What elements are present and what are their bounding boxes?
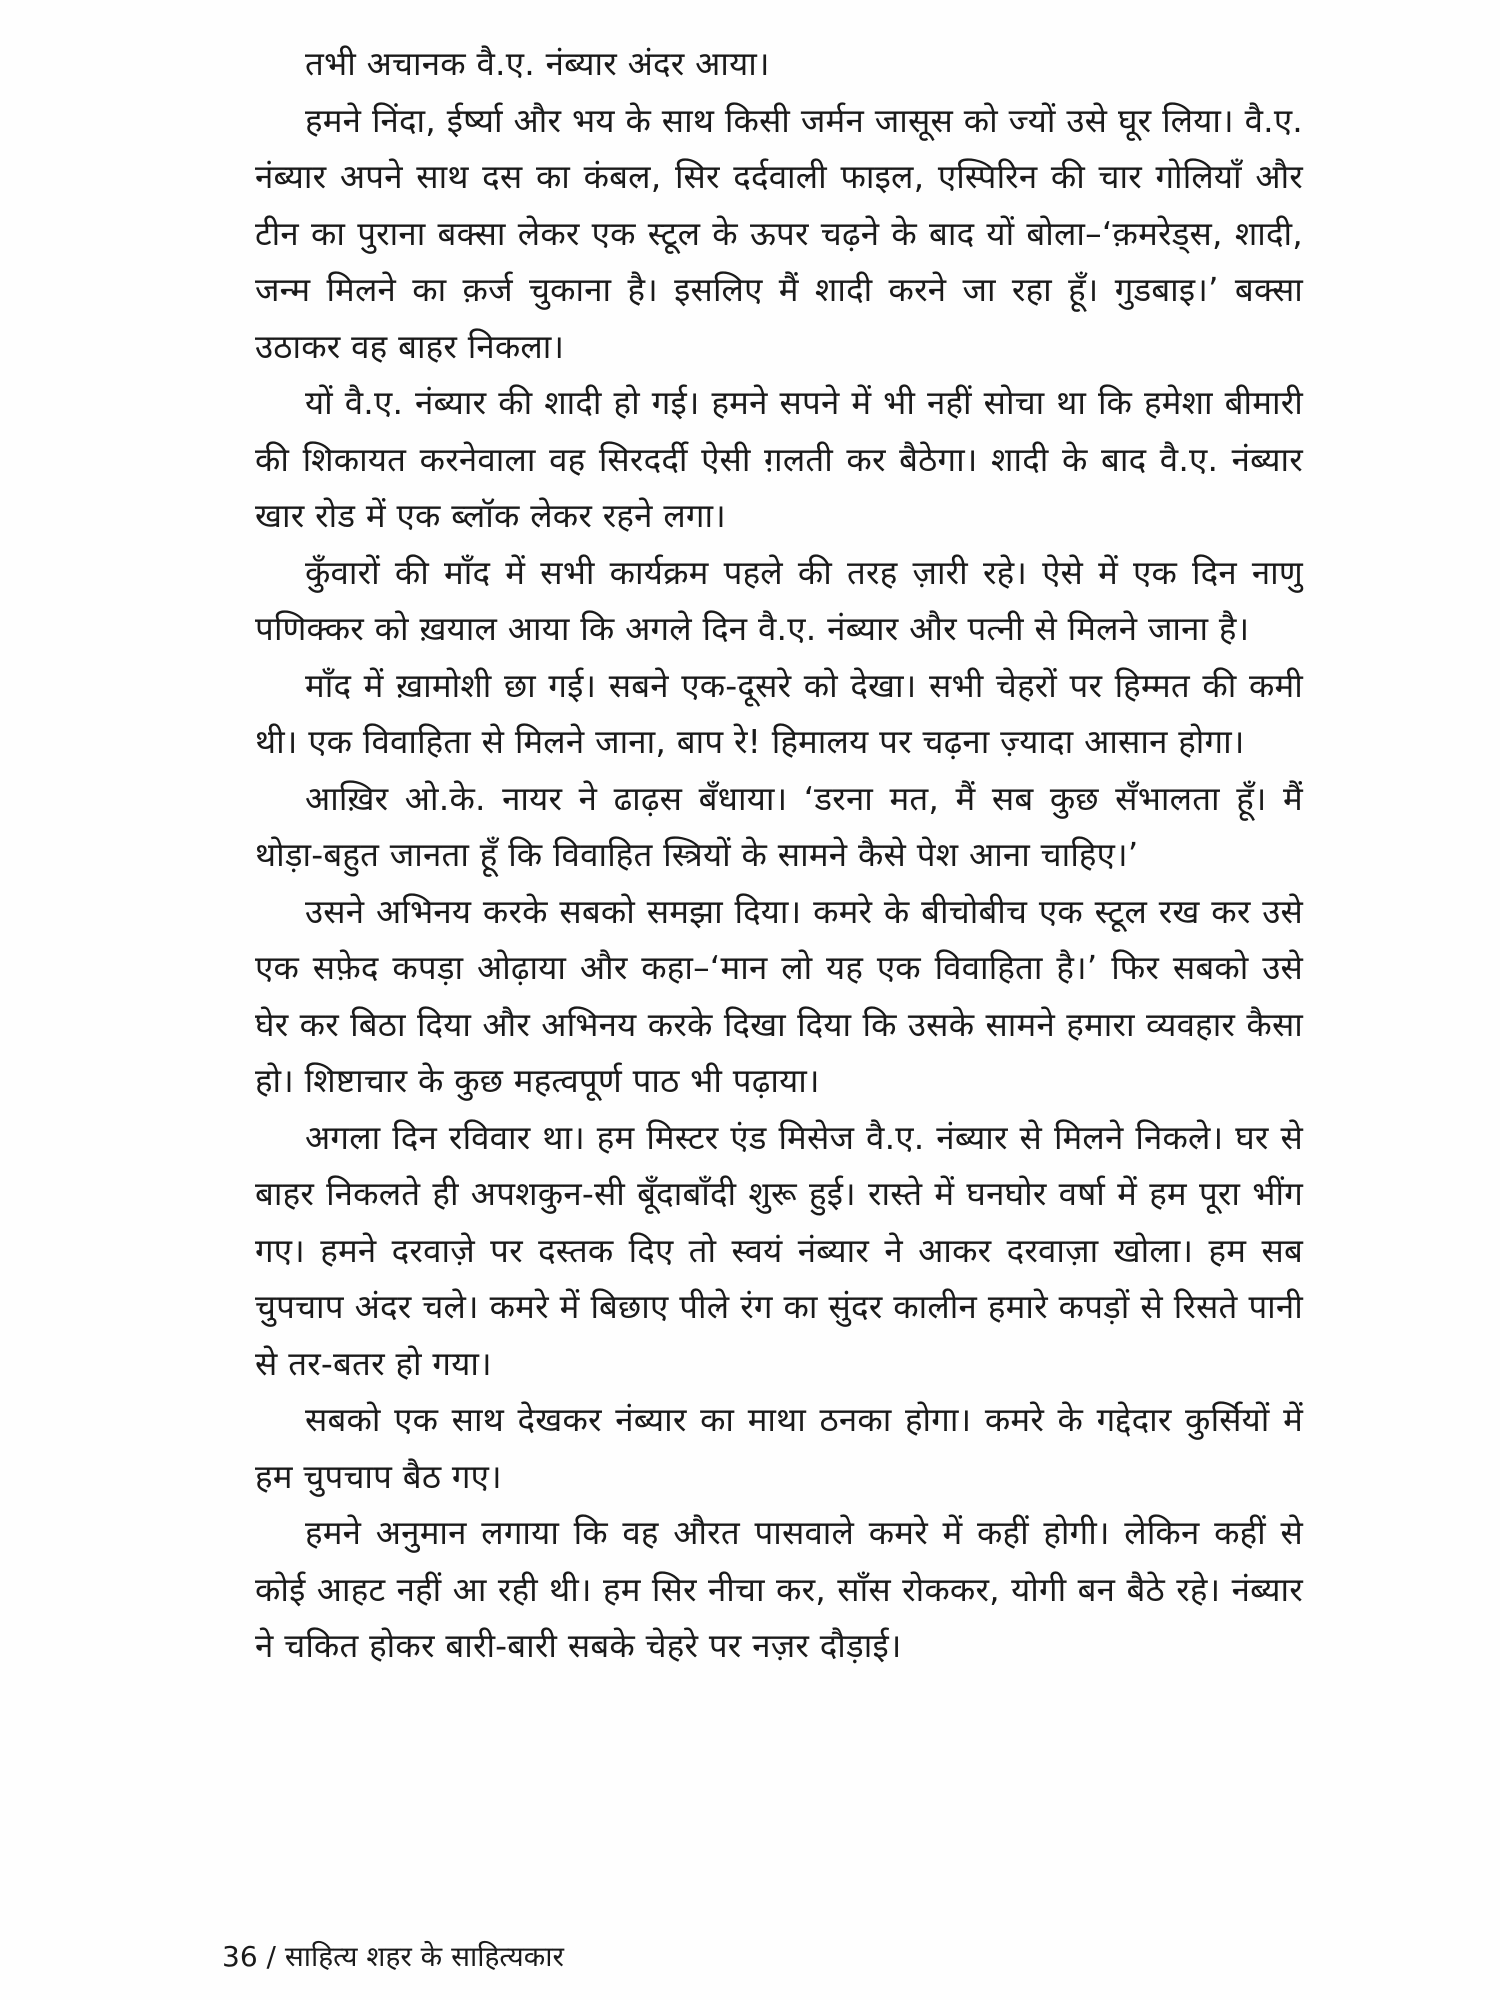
paragraph: तभी अचानक वै.ए. नंब्यार अंदर आया। [305,44,770,83]
paragraph: अगला दिन रविवार था। हम मिस्टर एंड मिसेज वै.ए. नंब्यार से मिलने निकले। घर से बाहर निकलते ही अपशकुन-सी बूँदाबाँदी शुरू हुई। रास्ते में घनघोर वर्षा में हम पूरा भींग गए। हमने दरवाज़े पर दस्तक दिए तो स्वयं नंब्यार ने आकर दरवाज़ा खोला। हम सब चुपचाप अंदर चले। कमरे में बिछाए पीले रंग का सुंदर कालीन हमारे कपड़ों से रिसते पानी से तर-बतर हो गया। [255,1117,1303,1383]
paragraph: यों वै.ए. नंब्यार की शादी हो गई। हमने सपने में भी नहीं सोचा था कि हमेशा बीमारी की शिकायत करनेवाला वह सिरदर्दी ऐसी ग़लती कर बैठेगा। शादी के बाद वै.ए. नंब्यार खार रोड में एक ब्लॉक लेकर रहने लगा। [255,383,1303,535]
paragraph: माँद में ख़ामोशी छा गई। सबने एक-दूसरे को देखा। सभी चेहरों पर हिम्मत की कमी थी। एक विवाहिता से मिलने जाना, बाप रे! हिमालय पर चढ़ना ज़्यादा आसान होगा। [255,665,1303,761]
paragraph: उसने अभिनय करके सबको समझा दिया। कमरे के बीचोबीच एक स्टूल रख कर उसे एक सफ़ेद कपड़ा ओढ़ाया और कहा–‘मान लो यह एक विवाहिता है।’ फिर सबको उसे घेर कर बिठा दिया और अभिनय करके दिखा दिया कि उसके सामने हमारा व्यवहार कैसा हो। शिष्टाचार के कुछ महत्वपूर्ण पाठ भी पढ़ाया। [255,891,1303,1100]
paragraph: सबको एक साथ देखकर नंब्यार का माथा ठनका होगा। कमरे के गद्देदार कुर्सियों में हम चुपचाप बैठ गए। [255,1400,1303,1496]
paragraph: कुँवारों की माँद में सभी कार्यक्रम पहले की तरह ज़ारी रहे। ऐसे में एक दिन नाणु पणिक्कर को ख़याल आया कि अगले दिन वै.ए. नंब्यार और पत्नी से मिलने जाना है। [255,552,1303,648]
paragraph: आख़िर ओ.के. नायर ने ढाढ़स बँधाया। ‘डरना मत, मैं सब कुछ सँभालता हूँ। मैं थोड़ा-बहुत जानता हूँ कि विवाहित स्त्रियों के सामने कैसे पेश आना चाहिए।’ [255,778,1303,874]
body-text [255,36,1303,1675]
paragraph: हमने निंदा, ईर्ष्या और भय के साथ किसी जर्मन जासूस को ज्यों उसे घूर लिया। वै.ए. नंब्यार अपने साथ दस का कंबल, सिर दर्दवाली फाइल, एस्पिरिन की चार गोलियाँ और टीन का पुराना बक्सा लेकर एक स्टूल के ऊपर चढ़ने के बाद यों बोला–‘क़मरेड्स, शादी, जन्म मिलने का क़र्ज चुकाना है। इसलिए मैं शादी करने जा रहा हूँ। गुडबाइ।’ बक्सा उठाकर वह बाहर निकला। [255,100,1303,366]
page-footer: 36 / साहित्य शहर के साहित्यकार [222,1940,564,1973]
paragraph: हमने अनुमान लगाया कि वह औरत पासवाले कमरे में कहीं होगी। लेकिन कहीं से कोई आहट नहीं आ रही थी। हम सिर नीचा कर, साँस रोककर, योगी बन बैठे रहे। नंब्यार ने चकित होकर बारी-बारी सबके चेहरे पर नज़र दौड़ाई। [255,1513,1303,1665]
